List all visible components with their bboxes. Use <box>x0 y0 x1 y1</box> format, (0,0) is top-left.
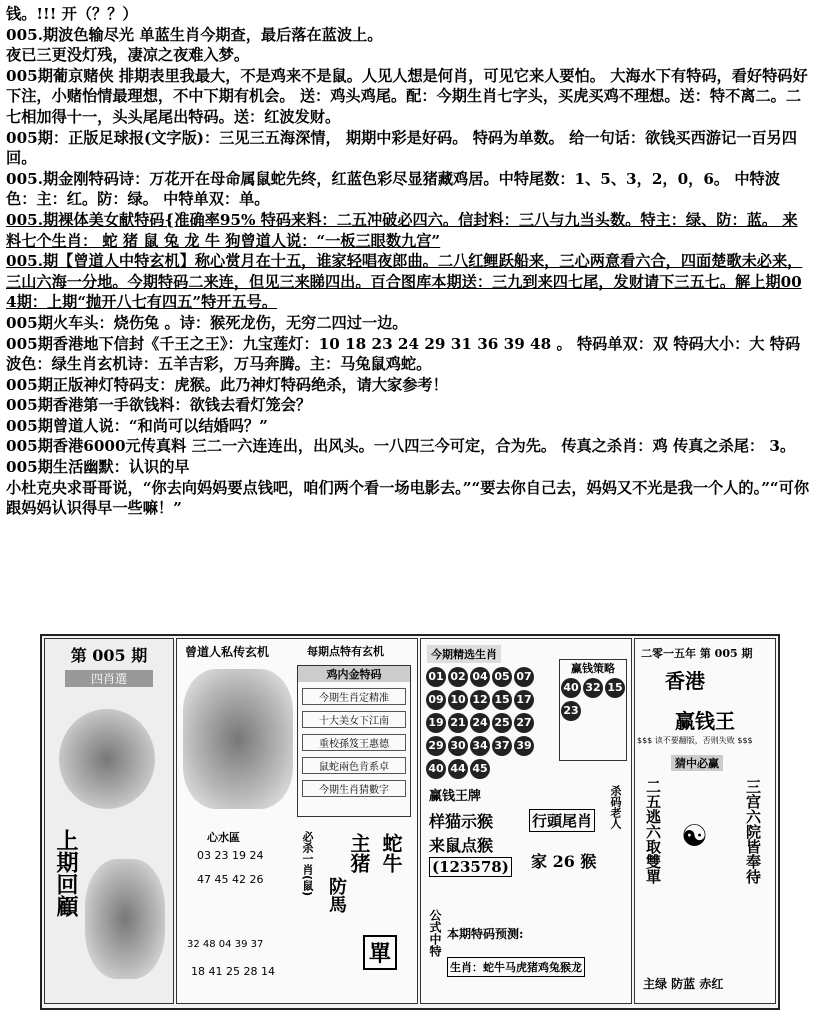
tail-title: 行頭尾肖 <box>529 809 595 832</box>
win-ball: 15 <box>605 678 625 698</box>
num-ball: 05 <box>492 667 512 687</box>
heart-nums-4: 18 41 25 28 14 <box>191 965 275 978</box>
line-5: 005期：正版足球报(文字版)：三见三五海深情， 期期中彩是好码。 特码为单数。 给一句话：欲钱买西游记一百另四回。 <box>6 128 797 168</box>
center-panel <box>176 638 418 1004</box>
guess-label: 猜中必赢 <box>671 755 723 771</box>
yin-yang-icon: ☯ <box>681 819 708 854</box>
win-king-sub: $$$ 读不要翻版，否则失败 $$$ <box>637 736 753 745</box>
line-9: 005期火车头：烧伤兔 。诗：猴死龙伤，无穷二四过一边。 <box>6 313 408 332</box>
king-line-1: 样猫示猴 <box>429 812 494 831</box>
line-8: 005.期【曾道人中特玄机】称心赏月在十五，谁家轻唱夜郎曲。二八红鲤跃船来，三心两意看六合，四面楚歌未必来，三山六海一分地。今期特码二来连，但见三来睇四出。百合图库本期送：三九到来四七尾，发财请下三五七。解上期004期：上期“抛开八七有四五”特开五号。 <box>6 252 803 312</box>
line-4: 005期葡京赌侠 排期表里我最大，不是鸡来不是鼠。人见人想是何肖，可见它来人要怕。 大海水下有特码，看好特码好下注，小赌怡情最理想，不中下期有机会。 送：鸡头鸡尾。配：今期生肖七字头，买虎买鸡不理想。送：特不离二。二七相加得十一，头头尾尾出特码。送：红波发财。 <box>6 66 808 126</box>
zodiac-label: 生肖：蛇牛马虎猪鸡兔猴龙 <box>447 957 585 977</box>
year-label: 二零一五年 第 005 期 <box>641 647 753 660</box>
ship-drawing-icon <box>183 669 293 809</box>
center-box-line: 鼠蛇兩色肯系卓 <box>302 757 406 774</box>
num-ball: 12 <box>470 690 490 710</box>
killer-label: 杀码老人 <box>609 785 622 829</box>
num-ball: 04 <box>470 667 490 687</box>
line-16: 小杜克央求哥哥说，“你去向妈妈要点钱吧，咱们两个看一场电影去。”“要去你自己去，妈妈又不光是我一个人的。”“可你跟妈妈认识得早一些嘛！” <box>6 478 810 518</box>
line-11: 005期正版神灯特码支：虎猴。此乃神灯特码绝杀，请大家参考！ <box>6 375 448 394</box>
odd-label: 單 <box>363 935 397 970</box>
num-ball: 34 <box>470 736 490 756</box>
win-ball: 32 <box>583 678 603 698</box>
win-title: 赢钱策略 <box>571 662 615 675</box>
issue-label: 第 005 期 <box>70 646 148 665</box>
left-bottom-label: 上期回顧 <box>53 829 79 917</box>
win-box <box>559 659 627 761</box>
num-ball: 44 <box>448 759 468 779</box>
king-line-3: (123578) <box>429 857 512 877</box>
guess-left: 二五逃六取雙單 <box>644 779 662 884</box>
line-2: 005.期波色输尽光 单蓝生肖今期查，最后落在蓝波上。 <box>6 25 383 44</box>
pair-3: 蛇牛 <box>379 833 403 873</box>
center-box-line: 十大美女下江南 <box>302 711 406 728</box>
num-ball: 10 <box>448 690 468 710</box>
num-ball: 45 <box>470 759 490 779</box>
win-ball: 23 <box>561 701 581 721</box>
right-title: 今期精选生肖 <box>427 645 501 663</box>
center-box-line: 重校孫笈王惠德 <box>302 734 406 751</box>
line-6: 005.期金刚特码诗：万花开在母命属鼠蛇先终，红蓝色彩尽显猪藏鸡居。中特尾数：1、5、3，2，0，6。 中特波色：主：红。防：绿。 中特单双：单。 <box>6 169 780 209</box>
flower-drawing-icon <box>59 709 155 809</box>
num-ball: 39 <box>514 736 534 756</box>
line-3: 夜已三更没灯残，凄凉之夜难入梦。 <box>6 46 249 65</box>
ball-grid <box>425 665 555 780</box>
vertical-col: 必杀一肖(鼠) <box>301 831 314 897</box>
num-ball: 19 <box>426 713 446 733</box>
num-ball: 27 <box>514 713 534 733</box>
left-panel <box>44 638 174 1004</box>
line-13: 005期曾道人说：“和尚可以结婚吗？” <box>6 416 268 435</box>
num-ball: 40 <box>426 759 446 779</box>
num-ball: 01 <box>426 667 446 687</box>
lottery-board-image <box>40 634 780 1010</box>
heart-nums-1: 03 23 19 24 <box>197 849 264 862</box>
num-ball: 09 <box>426 690 446 710</box>
num-ball: 21 <box>448 713 468 733</box>
num-ball: 24 <box>470 713 490 733</box>
num-ball: 15 <box>492 690 512 710</box>
win-king-label: 赢钱王 <box>675 709 735 733</box>
heart-nums-2: 47 45 42 26 <box>197 873 264 886</box>
num-ball: 02 <box>448 667 468 687</box>
center-title-2: 每期点特有玄机 <box>307 645 384 658</box>
line-14: 005期香港6000元传真料 三二一六连连出，出风头。一八四三今可定，合为先。 传真之杀肖：鸡 传真之杀尾： 3。 <box>6 437 796 456</box>
bottom-right-label: 主绿 防蓝 赤红 <box>643 977 724 991</box>
heart-nums-3: 32 48 04 39 37 <box>187 939 264 950</box>
center-box-title: 鸡内金特码 <box>298 666 410 682</box>
king-line-2: 来鼠点猴 <box>429 836 494 855</box>
heart-title: 心水區 <box>207 831 240 844</box>
article-text <box>6 4 810 519</box>
right-panel <box>634 638 776 1004</box>
line-12: 005期香港第一手欲钱料：欲钱去看灯笼会？ <box>6 396 312 415</box>
formula-label: 公式中特 <box>428 909 442 957</box>
dragon-drawing-icon <box>85 859 165 979</box>
num-ball: 17 <box>514 690 534 710</box>
num-ball: 07 <box>514 667 534 687</box>
center-box <box>297 665 411 817</box>
num-ball: 25 <box>492 713 512 733</box>
hk-label: 香港 <box>665 669 705 693</box>
win-ball: 40 <box>561 678 581 698</box>
guess-right: 三宫六院皆奉待 <box>744 779 762 884</box>
line-15: 005期生活幽默：认识的早 <box>6 458 190 477</box>
num-ball: 30 <box>448 736 468 756</box>
tail-num: 家 26 猴 <box>531 852 597 871</box>
center-title: 曾道人私传玄机 <box>185 645 270 659</box>
line-7: 005.期裸体美女献特码{准确率95% 特码来料：二五冲破必四六。信封料：三八与九当头数。特主：绿、防：蓝。 来料七个生肖： 蛇 猪 鼠 兔 龙 牛 狗曾道人说：“一板三眼数九宫” <box>6 210 798 250</box>
pair-2: 防馬 <box>326 877 347 913</box>
king-title: 赢钱王牌 <box>429 789 482 804</box>
center-box-line: 今期生肖猜數字 <box>302 780 406 797</box>
left-top-label: 四肖選 <box>65 670 153 687</box>
num-ball: 29 <box>426 736 446 756</box>
pair-1: 主猪 <box>347 833 371 873</box>
num-ball: 37 <box>492 736 512 756</box>
line-1: 钱。!!! 开（？？） <box>6 5 138 23</box>
special-label: 本期特码预测: <box>447 927 524 941</box>
center-box-line: 今期生肖定精准 <box>302 688 406 705</box>
right-center-panel <box>420 638 632 1004</box>
line-10: 005期香港地下信封《千王之王》：九宝莲灯：10 18 23 24 29 31 36 39 48 。 特码单双：双 特码大小：大 特码波色：绿生肖玄机诗：五羊吉彩，万马奔腾。主：马兔鼠鸡蛇。 <box>6 334 801 374</box>
